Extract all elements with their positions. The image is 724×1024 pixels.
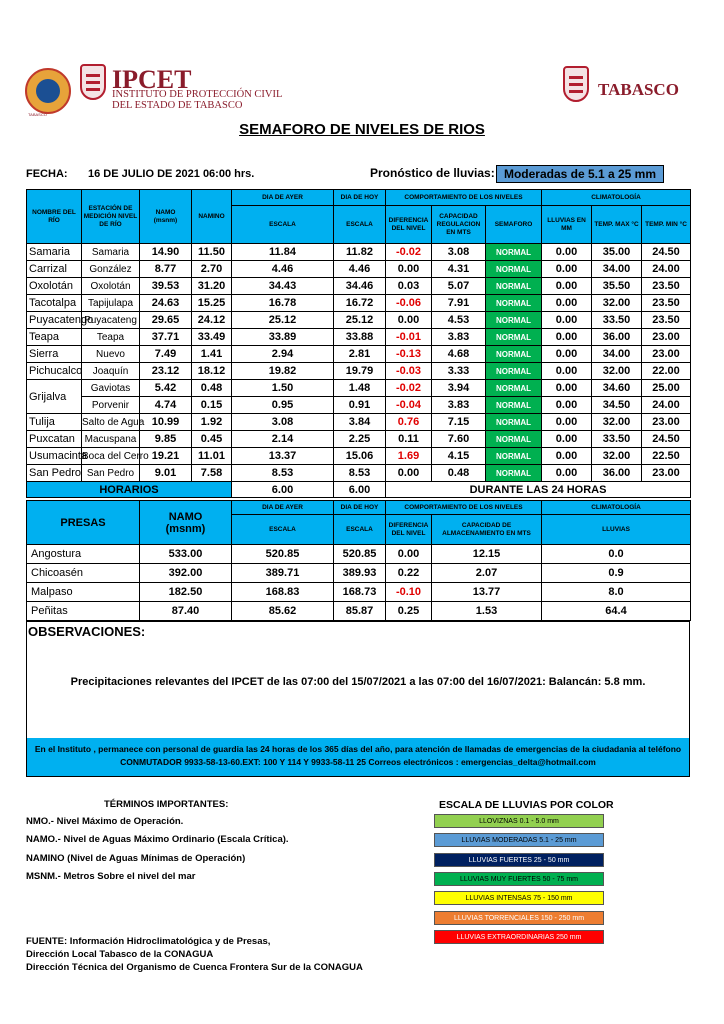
table-row xyxy=(27,363,691,380)
tmin-value: 23.50 xyxy=(642,278,691,295)
presa-ayer-value: 520.85 xyxy=(232,545,334,564)
namo-value: 39.53 xyxy=(140,278,192,295)
tmin-value: 23.50 xyxy=(642,312,691,329)
capacidad-value: 3.83 xyxy=(432,397,486,414)
tmax-value: 33.50 xyxy=(592,312,642,329)
rio-name: Tulija xyxy=(27,414,82,431)
namo-value: 4.74 xyxy=(140,397,192,414)
capacidad-value: 3.83 xyxy=(432,329,486,346)
namo-value: 24.63 xyxy=(140,295,192,312)
semaforo-badge: NORMAL xyxy=(486,295,542,312)
col-presa-lluvias: LLUVIAS xyxy=(542,515,691,545)
presa-capacidad-value: 12.15 xyxy=(432,545,542,564)
semaforo-badge: NORMAL xyxy=(486,329,542,346)
termino-namino: NAMINO (Nivel de Aguas Mínimas de Operación) xyxy=(26,853,246,864)
capacidad-value: 3.08 xyxy=(432,244,486,261)
lluvia-value: 0.00 xyxy=(542,244,592,261)
tmax-value: 34.00 xyxy=(592,261,642,278)
table-row xyxy=(27,414,691,431)
ipcet-shield-logo xyxy=(80,64,106,100)
termino-nmo: NMO.- Nivel Máximo de Operación. xyxy=(26,816,184,827)
col-presa-escala-ayer: ESCALA xyxy=(232,515,334,545)
escala-hoy-value: 3.84 xyxy=(334,414,386,431)
estacion-name: Salto de Agua xyxy=(82,414,140,431)
org-subtitle: INSTITUTO DE PROTECCIÓN CIVIL DEL ESTADO DE TABASCO xyxy=(112,89,283,111)
termino-msnm: MSNM.- Metros Sobre el nivel del mar xyxy=(26,871,196,882)
rio-name: San Pedro xyxy=(27,465,82,482)
tmin-value: 24.50 xyxy=(642,244,691,261)
tmin-value: 23.00 xyxy=(642,465,691,482)
table-row xyxy=(27,564,691,583)
escala-ayer-value: 4.46 xyxy=(232,261,334,278)
namino-value: 7.58 xyxy=(192,465,232,482)
diferencia-value: 0.00 xyxy=(386,465,432,482)
table-row xyxy=(27,545,691,564)
namino-value: 0.45 xyxy=(192,431,232,448)
table-row xyxy=(27,380,691,397)
escala-hoy-value: 1.48 xyxy=(334,380,386,397)
namo-value: 10.99 xyxy=(140,414,192,431)
escala-hoy-value: 33.88 xyxy=(334,329,386,346)
escala-title: ESCALA DE LLUVIAS POR COLOR xyxy=(439,799,614,811)
lluvia-value: 0.00 xyxy=(542,312,592,329)
presa-lluvia-value: 0.9 xyxy=(542,564,691,583)
estacion-name: Oxolotán xyxy=(82,278,140,295)
diferencia-value: 0.00 xyxy=(386,261,432,278)
presa-lluvia-value: 8.0 xyxy=(542,583,691,602)
col-dia-hoy: DIA DE HOY xyxy=(334,190,386,206)
presa-diferencia-value: 0.00 xyxy=(386,545,432,564)
table-row xyxy=(27,244,691,261)
diferencia-value: -0.13 xyxy=(386,346,432,363)
presa-ayer-value: 85.62 xyxy=(232,602,334,621)
semaforo-badge: NORMAL xyxy=(486,465,542,482)
escala-ayer-value: 33.89 xyxy=(232,329,334,346)
presa-lluvia-value: 64.4 xyxy=(542,602,691,621)
table-row xyxy=(27,583,691,602)
capacidad-value: 0.48 xyxy=(432,465,486,482)
col-comportamiento: COMPORTAMIENTO DE LOS NIVELES xyxy=(386,190,542,206)
col-lluvias: LLUVIAS EN MM xyxy=(542,206,592,244)
col-semaforo: SEMAFORO xyxy=(486,206,542,244)
terminos-title: TÉRMINOS IMPORTANTES: xyxy=(104,799,229,810)
rios-table xyxy=(26,189,691,498)
semaforo-badge: NORMAL xyxy=(486,244,542,261)
namino-value: 18.12 xyxy=(192,363,232,380)
presa-namo-value: 87.40 xyxy=(140,602,232,621)
col-escala-hoy: ESCALA xyxy=(334,206,386,244)
lluvia-value: 0.00 xyxy=(542,346,592,363)
namo-value: 29.65 xyxy=(140,312,192,329)
namo-value: 9.85 xyxy=(140,431,192,448)
rio-name: Sierra xyxy=(27,346,82,363)
semaforo-badge: NORMAL xyxy=(486,278,542,295)
namino-value: 11.01 xyxy=(192,448,232,465)
col-presa-climatologia: CLIMATOLOGÍA xyxy=(542,501,691,515)
escala-hoy-value: 15.06 xyxy=(334,448,386,465)
estacion-name: Tapijulapa xyxy=(82,295,140,312)
fecha-label: FECHA: xyxy=(26,168,68,180)
estacion-name: Teapa xyxy=(82,329,140,346)
namo-value: 7.49 xyxy=(140,346,192,363)
presas-table xyxy=(26,500,691,621)
escala-item: LLUVIAS MODERADAS 5.1 - 25 mm xyxy=(434,833,604,847)
col-estacion: ESTACIÓN DE MEDICIÓN NIVEL DE RÍO xyxy=(82,190,140,244)
escala-hoy-value: 0.91 xyxy=(334,397,386,414)
namo-value: 8.77 xyxy=(140,261,192,278)
escala-item: LLUVIAS MUY FUERTES 50 - 75 mm xyxy=(434,872,604,886)
escala-ayer-value: 2.14 xyxy=(232,431,334,448)
namino-value: 1.41 xyxy=(192,346,232,363)
rio-name: Carrizal xyxy=(27,261,82,278)
presa-namo-value: 182.50 xyxy=(140,583,232,602)
semaforo-badge: NORMAL xyxy=(486,363,542,380)
pronostico-value: Moderadas de 5.1 a 25 mm xyxy=(496,165,664,183)
lluvia-value: 0.00 xyxy=(542,465,592,482)
escala-hoy-value: 2.81 xyxy=(334,346,386,363)
col-namo: NAMO (msnm) xyxy=(140,190,192,244)
escala-ayer-value: 2.94 xyxy=(232,346,334,363)
civil-protection-logo xyxy=(25,68,71,114)
presa-capacidad-value: 13.77 xyxy=(432,583,542,602)
tmin-value: 24.50 xyxy=(642,431,691,448)
escala-ayer-value: 11.84 xyxy=(232,244,334,261)
presa-capacidad-value: 1.53 xyxy=(432,602,542,621)
tmax-value: 34.60 xyxy=(592,380,642,397)
estacion-name: González xyxy=(82,261,140,278)
escala-hoy-value: 34.46 xyxy=(334,278,386,295)
rio-name: Puxcatan xyxy=(27,431,82,448)
termino-namo: NAMO.- Nivel de Aguas Máximo Ordinario (Escala Crítica). xyxy=(26,834,289,845)
escala-hoy-value: 16.72 xyxy=(334,295,386,312)
presa-hoy-value: 85.87 xyxy=(334,602,386,621)
diferencia-value: -0.04 xyxy=(386,397,432,414)
estacion-name: Samaria xyxy=(82,244,140,261)
logo-caption: TABASCO xyxy=(28,112,47,117)
diferencia-value: 0.00 xyxy=(386,312,432,329)
namino-value: 31.20 xyxy=(192,278,232,295)
capacidad-value: 4.31 xyxy=(432,261,486,278)
escala-hoy-value: 19.79 xyxy=(334,363,386,380)
horario-hoy: 6.00 xyxy=(334,482,386,498)
tmax-value: 35.00 xyxy=(592,244,642,261)
capacidad-value: 3.33 xyxy=(432,363,486,380)
lluvia-value: 0.00 xyxy=(542,448,592,465)
diferencia-value: -0.01 xyxy=(386,329,432,346)
namino-value: 11.50 xyxy=(192,244,232,261)
table-row xyxy=(27,346,691,363)
lluvia-value: 0.00 xyxy=(542,278,592,295)
table-row xyxy=(27,602,691,621)
tmax-value: 34.00 xyxy=(592,346,642,363)
presa-namo-value: 533.00 xyxy=(140,545,232,564)
escala-ayer-value: 0.95 xyxy=(232,397,334,414)
rio-name: Teapa xyxy=(27,329,82,346)
semaforo-badge: NORMAL xyxy=(486,346,542,363)
semaforo-badge: NORMAL xyxy=(486,397,542,414)
rio-name: Grijalva xyxy=(27,380,82,414)
horarios-label: HORARIOS xyxy=(27,482,232,498)
presa-capacidad-value: 2.07 xyxy=(432,564,542,583)
presa-lluvia-value: 0.0 xyxy=(542,545,691,564)
tmax-value: 36.00 xyxy=(592,329,642,346)
capacidad-value: 3.94 xyxy=(432,380,486,397)
estacion-name: Nuevo xyxy=(82,346,140,363)
durante-24-horas: DURANTE LAS 24 HORAS xyxy=(386,482,691,498)
col-capacidad: CAPACIDAD REGULACION EN MTS xyxy=(432,206,486,244)
estacion-name: Joaquín xyxy=(82,363,140,380)
estacion-name: Boca del Cerro xyxy=(82,448,140,465)
horario-ayer: 6.00 xyxy=(232,482,334,498)
capacidad-value: 4.15 xyxy=(432,448,486,465)
escala-item: LLOVIZNAS 0.1 - 5.0 mm xyxy=(434,814,604,828)
escala-hoy-value: 2.25 xyxy=(334,431,386,448)
escala-ayer-value: 13.37 xyxy=(232,448,334,465)
fecha-value: 16 DE JULIO DE 2021 06:00 hrs. xyxy=(88,168,255,180)
presa-namo-value: 392.00 xyxy=(140,564,232,583)
tmax-value: 36.00 xyxy=(592,465,642,482)
estacion-name: Porvenir xyxy=(82,397,140,414)
state-name: TABASCO xyxy=(598,80,679,99)
table-row xyxy=(27,329,691,346)
lluvia-value: 0.00 xyxy=(542,329,592,346)
capacidad-value: 7.60 xyxy=(432,431,486,448)
namo-value: 19.21 xyxy=(140,448,192,465)
col-presa-capacidad: CAPACIDAD DE ALMACENAMIENTO EN MTS xyxy=(432,515,542,545)
table-row xyxy=(27,278,691,295)
namino-value: 0.15 xyxy=(192,397,232,414)
escala-hoy-value: 11.82 xyxy=(334,244,386,261)
contact-banner: En el Instituto , permanece con personal de guardia las 24 horas de los 365 días del año, para atención de llamadas de emergencias de la ciudadania al teléfono CONMUTADOR 9933-58-13-60.EXT: 100 Y 114 Y 9933-58-11 25 Correos electrónicos : emergencias_delta@hotmail.com xyxy=(27,738,689,776)
col-presa-comportamiento: COMPORTAMIENTO DE LOS NIVELES xyxy=(386,501,542,515)
presa-diferencia-value: 0.25 xyxy=(386,602,432,621)
capacidad-value: 4.53 xyxy=(432,312,486,329)
escala-hoy-value: 25.12 xyxy=(334,312,386,329)
namo-value: 9.01 xyxy=(140,465,192,482)
presa-ayer-value: 389.71 xyxy=(232,564,334,583)
org-name: IPCET xyxy=(112,65,192,94)
rio-name: Puyacatengo xyxy=(27,312,82,329)
presa-hoy-value: 168.73 xyxy=(334,583,386,602)
col-presa-namo: NAMO (msnm) xyxy=(140,501,232,545)
diferencia-value: -0.02 xyxy=(386,380,432,397)
namino-value: 1.92 xyxy=(192,414,232,431)
col-climatologia: CLIMATOLOGÍA xyxy=(542,190,691,206)
col-presas: PRESAS xyxy=(27,501,140,545)
tmax-value: 35.50 xyxy=(592,278,642,295)
rio-name: Usumacinta xyxy=(27,448,82,465)
col-tmax: TEMP. MAX °C xyxy=(592,206,642,244)
capacidad-value: 4.68 xyxy=(432,346,486,363)
namo-value: 5.42 xyxy=(140,380,192,397)
tmin-value: 23.50 xyxy=(642,295,691,312)
lluvia-value: 0.00 xyxy=(542,431,592,448)
diferencia-value: -0.06 xyxy=(386,295,432,312)
table-row xyxy=(27,397,691,414)
diferencia-value: -0.02 xyxy=(386,244,432,261)
observaciones-title: OBSERVACIONES: xyxy=(28,624,146,639)
presa-hoy-value: 520.85 xyxy=(334,545,386,564)
namo-value: 23.12 xyxy=(140,363,192,380)
col-presa-hoy: DIA DE HOY xyxy=(334,501,386,515)
presa-name: Angostura xyxy=(27,545,140,564)
namo-value: 14.90 xyxy=(140,244,192,261)
tmin-value: 24.00 xyxy=(642,261,691,278)
lluvia-value: 0.00 xyxy=(542,363,592,380)
lluvia-value: 0.00 xyxy=(542,414,592,431)
capacidad-value: 5.07 xyxy=(432,278,486,295)
tmax-value: 32.00 xyxy=(592,448,642,465)
semaforo-badge: NORMAL xyxy=(486,380,542,397)
presa-name: Malpaso xyxy=(27,583,140,602)
diferencia-value: 1.69 xyxy=(386,448,432,465)
tmin-value: 24.00 xyxy=(642,397,691,414)
fuente-line-3: Dirección Técnica del Organismo de Cuenca Frontera Sur de la CONAGUA xyxy=(26,962,363,973)
escala-item: LLUVIAS EXTRAORDINARIAS 250 mm xyxy=(434,930,604,944)
presa-hoy-value: 389.93 xyxy=(334,564,386,583)
semaforo-badge: NORMAL xyxy=(486,261,542,278)
tmin-value: 25.00 xyxy=(642,380,691,397)
table-row xyxy=(27,465,691,482)
tmax-value: 34.50 xyxy=(592,397,642,414)
tmin-value: 23.00 xyxy=(642,329,691,346)
escala-hoy-value: 4.46 xyxy=(334,261,386,278)
escala-hoy-value: 8.53 xyxy=(334,465,386,482)
presa-diferencia-value: 0.22 xyxy=(386,564,432,583)
diferencia-value: 0.03 xyxy=(386,278,432,295)
escala-ayer-value: 25.12 xyxy=(232,312,334,329)
table-row xyxy=(27,431,691,448)
escala-ayer-value: 3.08 xyxy=(232,414,334,431)
tmax-value: 32.00 xyxy=(592,295,642,312)
escala-item: LLUVIAS INTENSAS 75 - 150 mm xyxy=(434,891,604,905)
estacion-name: Gaviotas xyxy=(82,380,140,397)
presa-name: Chicoasén xyxy=(27,564,140,583)
table-row xyxy=(27,295,691,312)
col-presa-escala-hoy: ESCALA xyxy=(334,515,386,545)
fuente-line-1: FUENTE: Información Hidroclimatológica y de Presas, xyxy=(26,936,271,947)
escala-item: LLUVIAS TORRENCIALES 150 - 250 mm xyxy=(434,911,604,925)
table-row xyxy=(27,448,691,465)
escala-item: LLUVIAS FUERTES 25 - 50 mm xyxy=(434,853,604,867)
tabasco-shield-logo xyxy=(563,66,589,102)
col-dia-ayer: DIA DE AYER xyxy=(232,190,334,206)
namo-value: 37.71 xyxy=(140,329,192,346)
tmax-value: 32.00 xyxy=(592,414,642,431)
rio-name: Samaria xyxy=(27,244,82,261)
table-row xyxy=(27,312,691,329)
table-row xyxy=(27,261,691,278)
namino-value: 15.25 xyxy=(192,295,232,312)
col-escala-ayer: ESCALA xyxy=(232,206,334,244)
semaforo-badge: NORMAL xyxy=(486,414,542,431)
tmin-value: 22.50 xyxy=(642,448,691,465)
diferencia-value: 0.11 xyxy=(386,431,432,448)
presa-ayer-value: 168.83 xyxy=(232,583,334,602)
observaciones-text: Precipitaciones relevantes del IPCET de las 07:00 del 15/07/2021 a las 07:00 del 16/07/2021: Balancán: 5.8 mm. xyxy=(70,676,646,688)
semaforo-badge: NORMAL xyxy=(486,431,542,448)
namino-value: 24.12 xyxy=(192,312,232,329)
presa-name: Peñitas xyxy=(27,602,140,621)
presa-diferencia-value: -0.10 xyxy=(386,583,432,602)
page-title: SEMAFORO DE NIVELES DE RIOS xyxy=(239,121,485,138)
namino-value: 33.49 xyxy=(192,329,232,346)
lluvia-value: 0.00 xyxy=(542,397,592,414)
rio-name: Tacotalpa xyxy=(27,295,82,312)
rio-name: Oxolotán xyxy=(27,278,82,295)
namino-value: 0.48 xyxy=(192,380,232,397)
semaforo-badge: NORMAL xyxy=(486,448,542,465)
escala-ayer-value: 34.43 xyxy=(232,278,334,295)
estacion-name: San Pedro xyxy=(82,465,140,482)
semaforo-badge: NORMAL xyxy=(486,312,542,329)
tmax-value: 32.00 xyxy=(592,363,642,380)
fuente-line-2: Dirección Local Tabasco de la CONAGUA xyxy=(26,949,214,960)
col-diferencia: DIFERENCIA DEL NIVEL xyxy=(386,206,432,244)
namino-value: 2.70 xyxy=(192,261,232,278)
rio-name: Pichucalco xyxy=(27,363,82,380)
tmin-value: 23.00 xyxy=(642,414,691,431)
col-nombre-rio: NOMBRE DEL RÍO xyxy=(27,190,82,244)
pronostico-label: Pronóstico de lluvias: xyxy=(370,166,495,180)
diferencia-value: -0.03 xyxy=(386,363,432,380)
diferencia-value: 0.76 xyxy=(386,414,432,431)
tmax-value: 33.50 xyxy=(592,431,642,448)
lluvia-value: 0.00 xyxy=(542,261,592,278)
capacidad-value: 7.91 xyxy=(432,295,486,312)
tmin-value: 22.00 xyxy=(642,363,691,380)
capacidad-value: 7.15 xyxy=(432,414,486,431)
col-tmin: TEMP. MIN °C xyxy=(642,206,691,244)
escala-ayer-value: 16.78 xyxy=(232,295,334,312)
estacion-name: Puyacateng xyxy=(82,312,140,329)
col-presa-ayer: DIA DE AYER xyxy=(232,501,334,515)
escala-ayer-value: 1.50 xyxy=(232,380,334,397)
tmin-value: 23.00 xyxy=(642,346,691,363)
escala-ayer-value: 19.82 xyxy=(232,363,334,380)
lluvia-value: 0.00 xyxy=(542,295,592,312)
col-presa-diferencia: DIFERENCIA DEL NIVEL xyxy=(386,515,432,545)
escala-ayer-value: 8.53 xyxy=(232,465,334,482)
col-namino: NAMINO xyxy=(192,190,232,244)
estacion-name: Macuspana xyxy=(82,431,140,448)
lluvia-value: 0.00 xyxy=(542,380,592,397)
